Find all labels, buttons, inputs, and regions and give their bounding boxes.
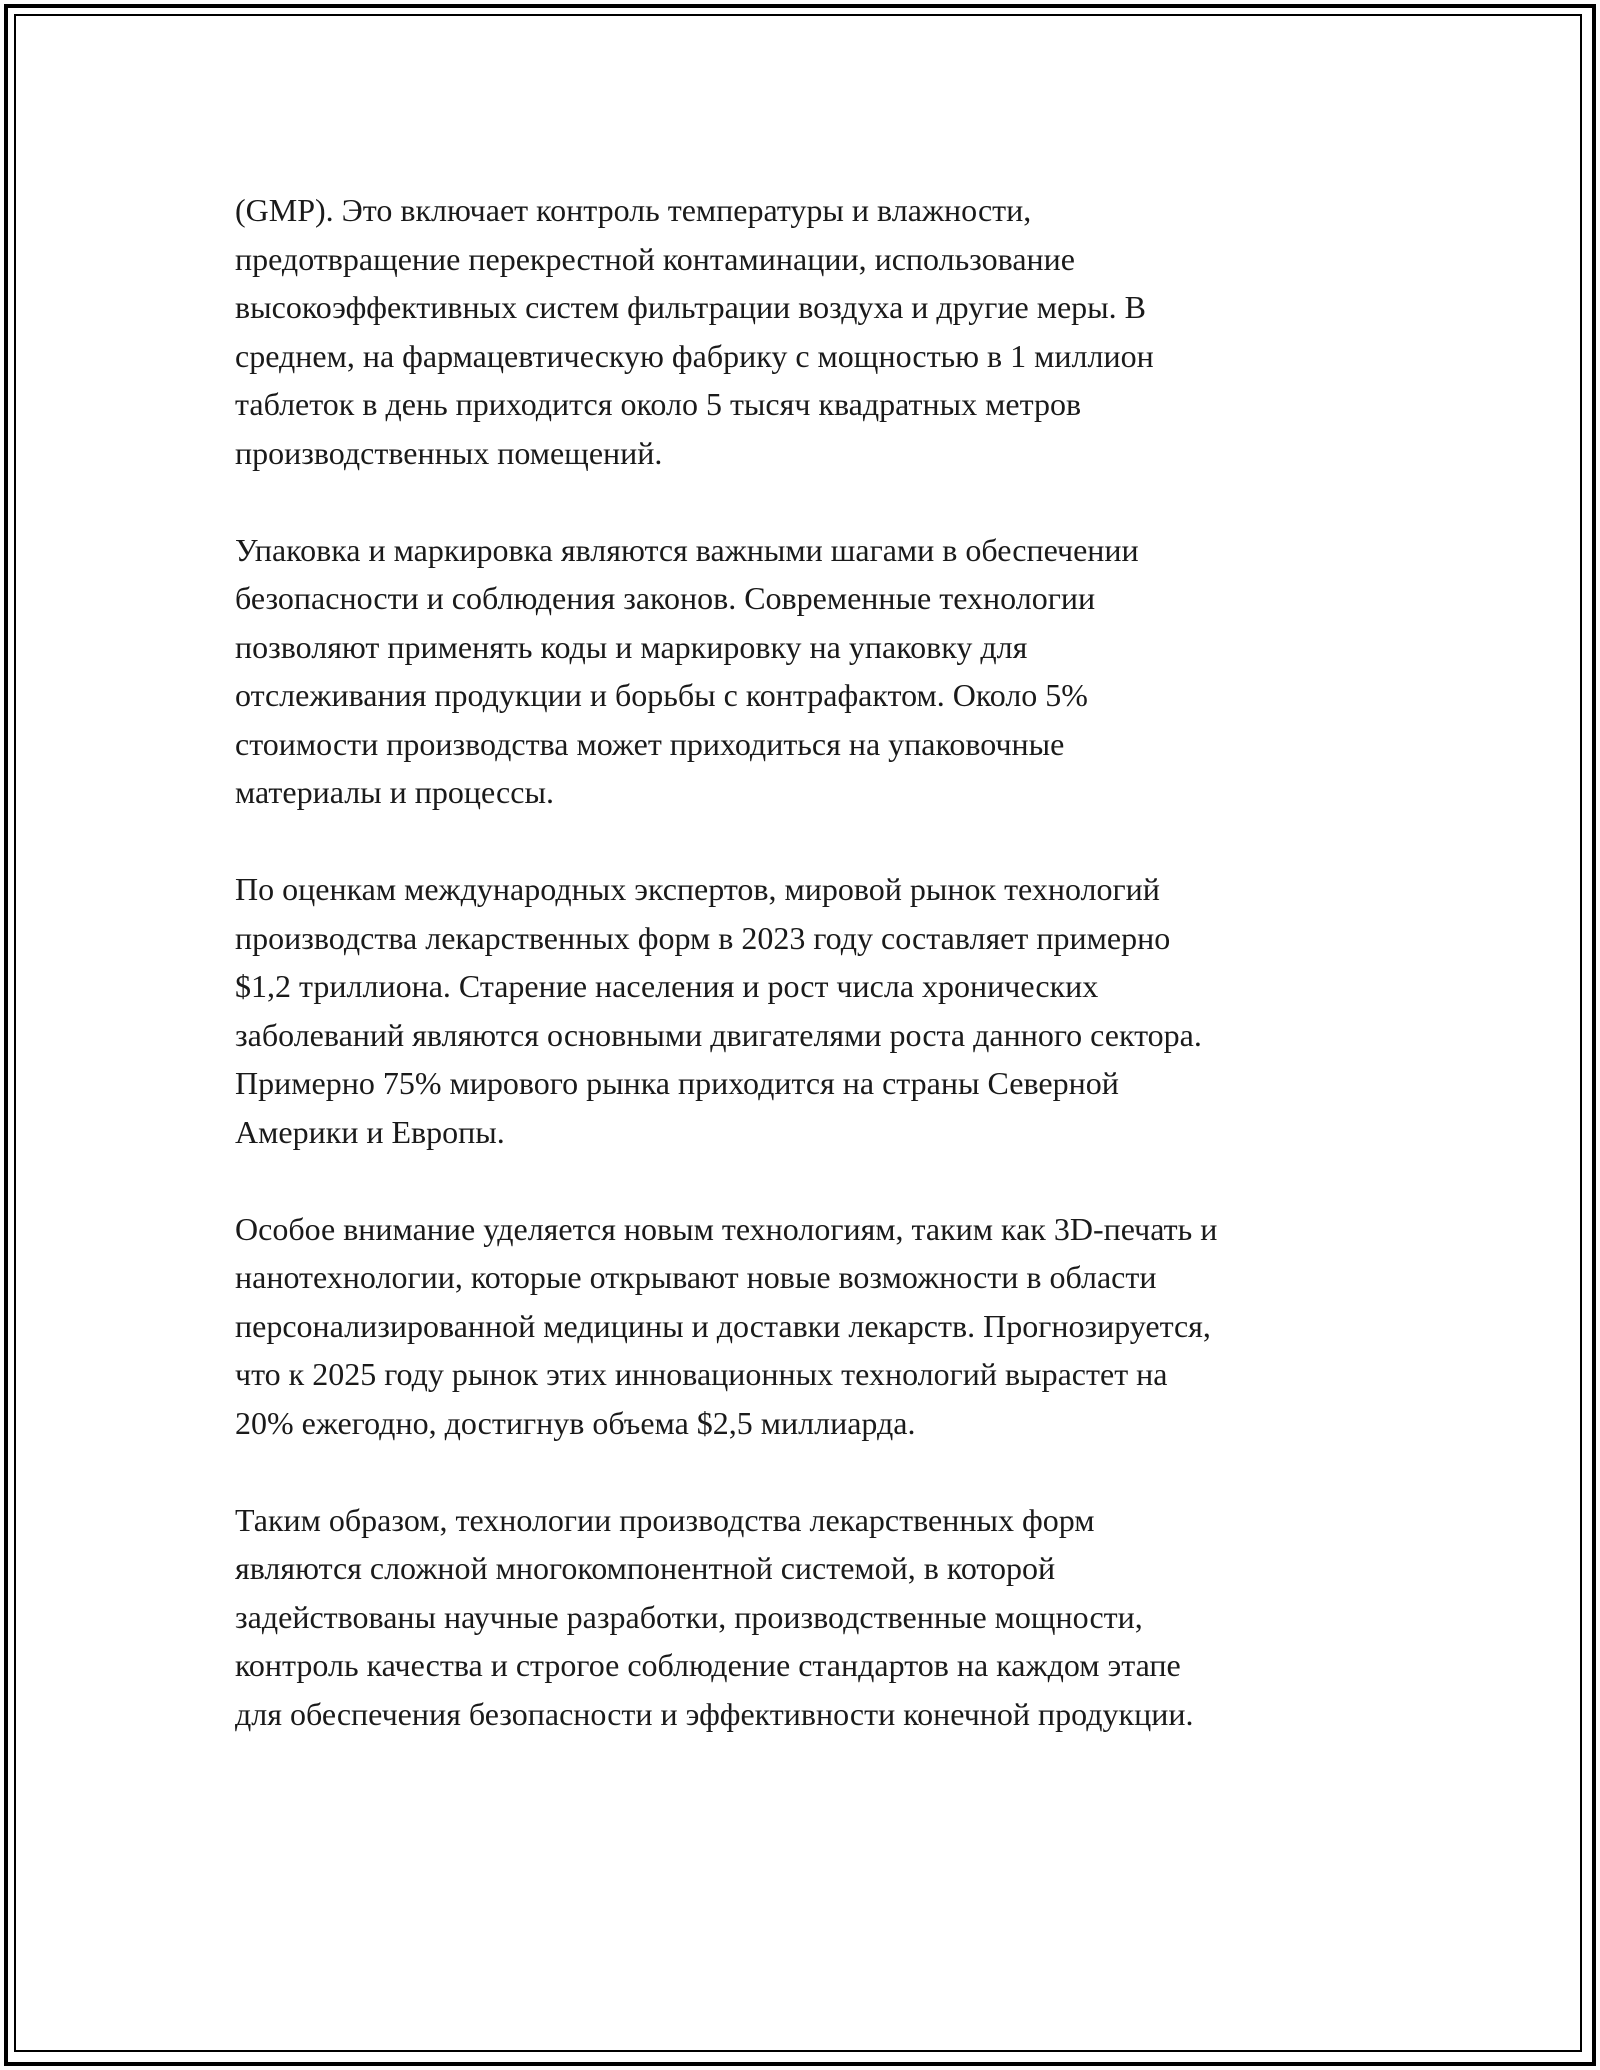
document-body <box>235 186 1395 1787</box>
paragraph-market-estimates: По оценкам международных экспертов, мировой рынок технологий производства лекарственных форм в 2023 году составляет примерно $1,2 триллиона. Старение населения и рост числа хронических заболеваний являются основными двигателями роста данного сектора. Примерно 75% мирового рынка приходится на страны Северной Америки и Европы. <box>235 871 1202 1150</box>
paragraph-packaging-labeling: Упаковка и маркировка являются важными шагами в обеспечении безопасности и соблюдения законов. Современные технологии позволяют применять коды и маркировку на упаковку для отслеживания продукции и борьбы с контрафактом. Около 5% стоимости производства может приходиться на упаковочные материалы и процессы. <box>235 531 1139 810</box>
paragraph-conclusion: Таким образом, технологии производства лекарственных форм являются сложной многокомпонентной системой, в которой задействованы научные разработки, производственные мощности, контроль качества и строгое соблюдение стандартов на каждом этапе для обеспечения безопасности и эффективности конечной продукции. <box>235 1501 1194 1732</box>
paragraph-gmp-requirements: (GMP). Это включает контроль температуры и влажности, предотвращение перекрестной контаминации, использование высокоэффективных систем фильтрации воздуха и другие меры. В среднем, на фармацевтическую фабрику с мощностью в 1 миллион таблеток в день приходится около 5 тысяч квадратных метров производственных помещений. <box>235 192 1154 471</box>
paragraph-new-technologies: Особое внимание уделяется новым технологиям, таким как 3D-печать и нанотехнологии, которые открывают новые возможности в области персонализированной медицины и доставки лекарств. Прогнозируется, что к 2025 году рынок этих инновационных технологий вырастет на 20% ежегодно, достигнув объема $2,5 миллиарда. <box>235 1210 1218 1441</box>
